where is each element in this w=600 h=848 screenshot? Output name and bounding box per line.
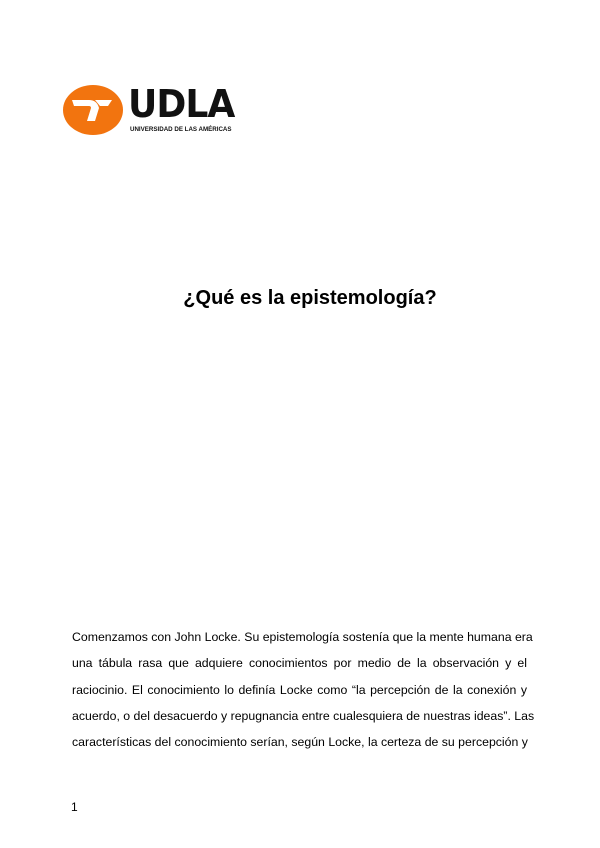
paragraph-line: raciocinio. El conocimiento lo definía Locke como “la percepción de la conexión y [72,682,527,697]
logo-subtitle: UNIVERSIDAD DE LAS AMÉRICAS [130,126,232,133]
logo-wordmark: UDLA [128,82,235,126]
page-number: 1 [71,800,78,814]
document-title: ¿Qué es la epistemología? [183,287,437,309]
body-paragraph [72,624,535,755]
paragraph-line: acuerdo, o del desacuerdo y repugnancia entre cualesquiera de nuestras ideas”. Las [72,708,535,723]
paragraph-line: características del conocimiento serían, según Locke, la certeza de su percepción y [72,735,528,750]
paragraph-line: Comenzamos con John Locke. Su epistemología sostenía que la mente humana era [72,630,533,644]
paragraph-line: una tábula rasa que adquiere conocimientos por medio de la observación y el [72,656,527,671]
udla-logo [62,84,244,136]
udla-emblem-icon [62,84,124,136]
